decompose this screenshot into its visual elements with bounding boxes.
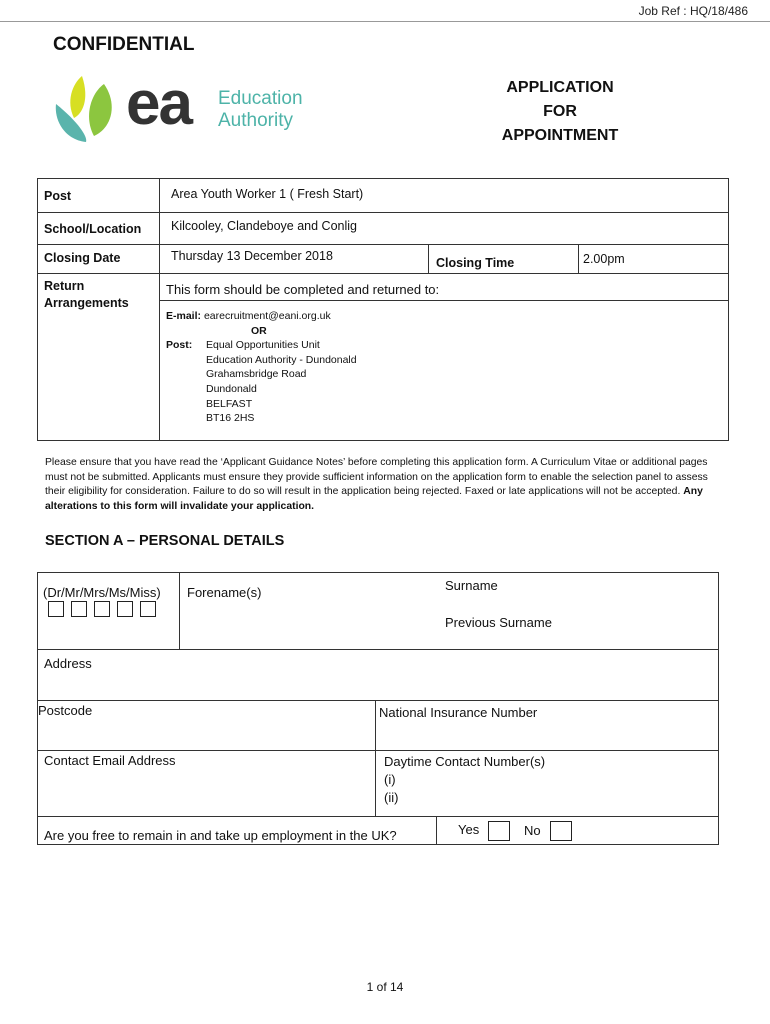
title-checkbox-mr[interactable] (71, 601, 87, 617)
location-value: Kilcooley, Clandeboye and Conlig (171, 219, 357, 233)
page-number: 1 of 14 (366, 980, 404, 994)
personal-details-table (37, 572, 719, 845)
confidential-label: CONFIDENTIAL (53, 34, 195, 55)
forename-field[interactable] (180, 599, 440, 647)
address-label: Address (44, 656, 92, 671)
email-value: earecruitment@eani.org.uk (203, 310, 331, 322)
closing-time-value: 2.00pm (583, 252, 625, 266)
title-line-3: APPOINTMENT (501, 127, 619, 144)
daytime-contact-ii: (ii) (384, 790, 399, 805)
section-a-heading: SECTION A – PERSONAL DETAILS (45, 533, 285, 549)
title-checkboxes (48, 600, 163, 618)
previous-surname-label: Previous Surname (445, 615, 552, 630)
job-reference: Job Ref : HQ/18/486 (638, 4, 748, 18)
or-label: OR (251, 324, 267, 337)
no-label: No (524, 823, 541, 838)
title-checkbox-dr[interactable] (48, 601, 64, 617)
header-rule (0, 21, 770, 22)
closing-time-label: Closing Time (436, 256, 515, 270)
title-options-label: (Dr/Mr/Mrs/Ms/Miss) (43, 585, 161, 600)
closing-date-label: Closing Date (44, 251, 121, 265)
surname-label: Surname (445, 578, 498, 593)
yes-label: Yes (458, 822, 480, 837)
logo-line-1: Education (218, 88, 303, 109)
return-intro: This form should be completed and returned to: (166, 282, 440, 297)
address-line-4: Dundonald (206, 382, 257, 395)
post-address-label: Post: (166, 339, 193, 352)
uk-employment-question: Are you free to remain in and take up employment in the UK? (44, 828, 397, 843)
title-line-2: FOR (543, 103, 577, 120)
title-line-1: APPLICATION (506, 79, 614, 96)
closing-date-value: Thursday 13 December 2018 (171, 249, 333, 263)
daytime-contact-i: (i) (384, 772, 396, 787)
post-label: Post (44, 189, 72, 203)
contact-email-label: Contact Email Address (44, 753, 176, 768)
logo-letters: ea (126, 69, 191, 138)
ni-number-label: National Insurance Number (379, 705, 538, 720)
post-table (37, 178, 729, 441)
yes-checkbox[interactable] (488, 821, 510, 841)
title-checkbox-miss[interactable] (140, 601, 156, 617)
application-title (470, 76, 650, 148)
return-label: Return Arrangements (44, 279, 129, 310)
ea-logo (52, 69, 322, 144)
no-checkbox[interactable] (550, 821, 572, 841)
title-checkbox-mrs[interactable] (94, 601, 110, 617)
address-line-1: Equal Opportunities Unit (206, 339, 320, 352)
address-line-2: Education Authority - Dundonald (206, 353, 357, 366)
guidance-text: Please ensure that you have read the ‘Applicant Guidance Notes’ before completing this application form. A Curriculum Vitae or additional pages must not be submitted. Applicants must ensure they provide sufficient information on the application form to enable the selection panel to assess their eligibility for consideration. Failure to do so will result in the application being rejected. Faxed or late applications will not be accepted. (45, 457, 708, 498)
title-checkbox-ms[interactable] (117, 601, 133, 617)
guidance-paragraph (45, 456, 715, 514)
return-address-block (166, 309, 706, 426)
postcode-label: Postcode (38, 703, 93, 718)
daytime-contact-label: Daytime Contact Number(s) (384, 754, 546, 769)
email-label: E-mail: (166, 310, 202, 322)
address-line-3: Grahamsbridge Road (206, 368, 307, 381)
address-line-6: BT16 2HS (206, 412, 255, 425)
daytime-contact-block (384, 753, 545, 807)
address-line-5: BELFAST (206, 397, 253, 410)
guidance-bold-text: Any alterations to this form will invalidate your application. (45, 486, 703, 512)
forename-label: Forename(s) (187, 585, 262, 600)
post-value: Area Youth Worker 1 ( Fresh Start) (171, 187, 364, 201)
address-field[interactable] (39, 671, 717, 699)
location-label: School/Location (44, 222, 142, 236)
logo-line-2: Authority (218, 110, 293, 131)
